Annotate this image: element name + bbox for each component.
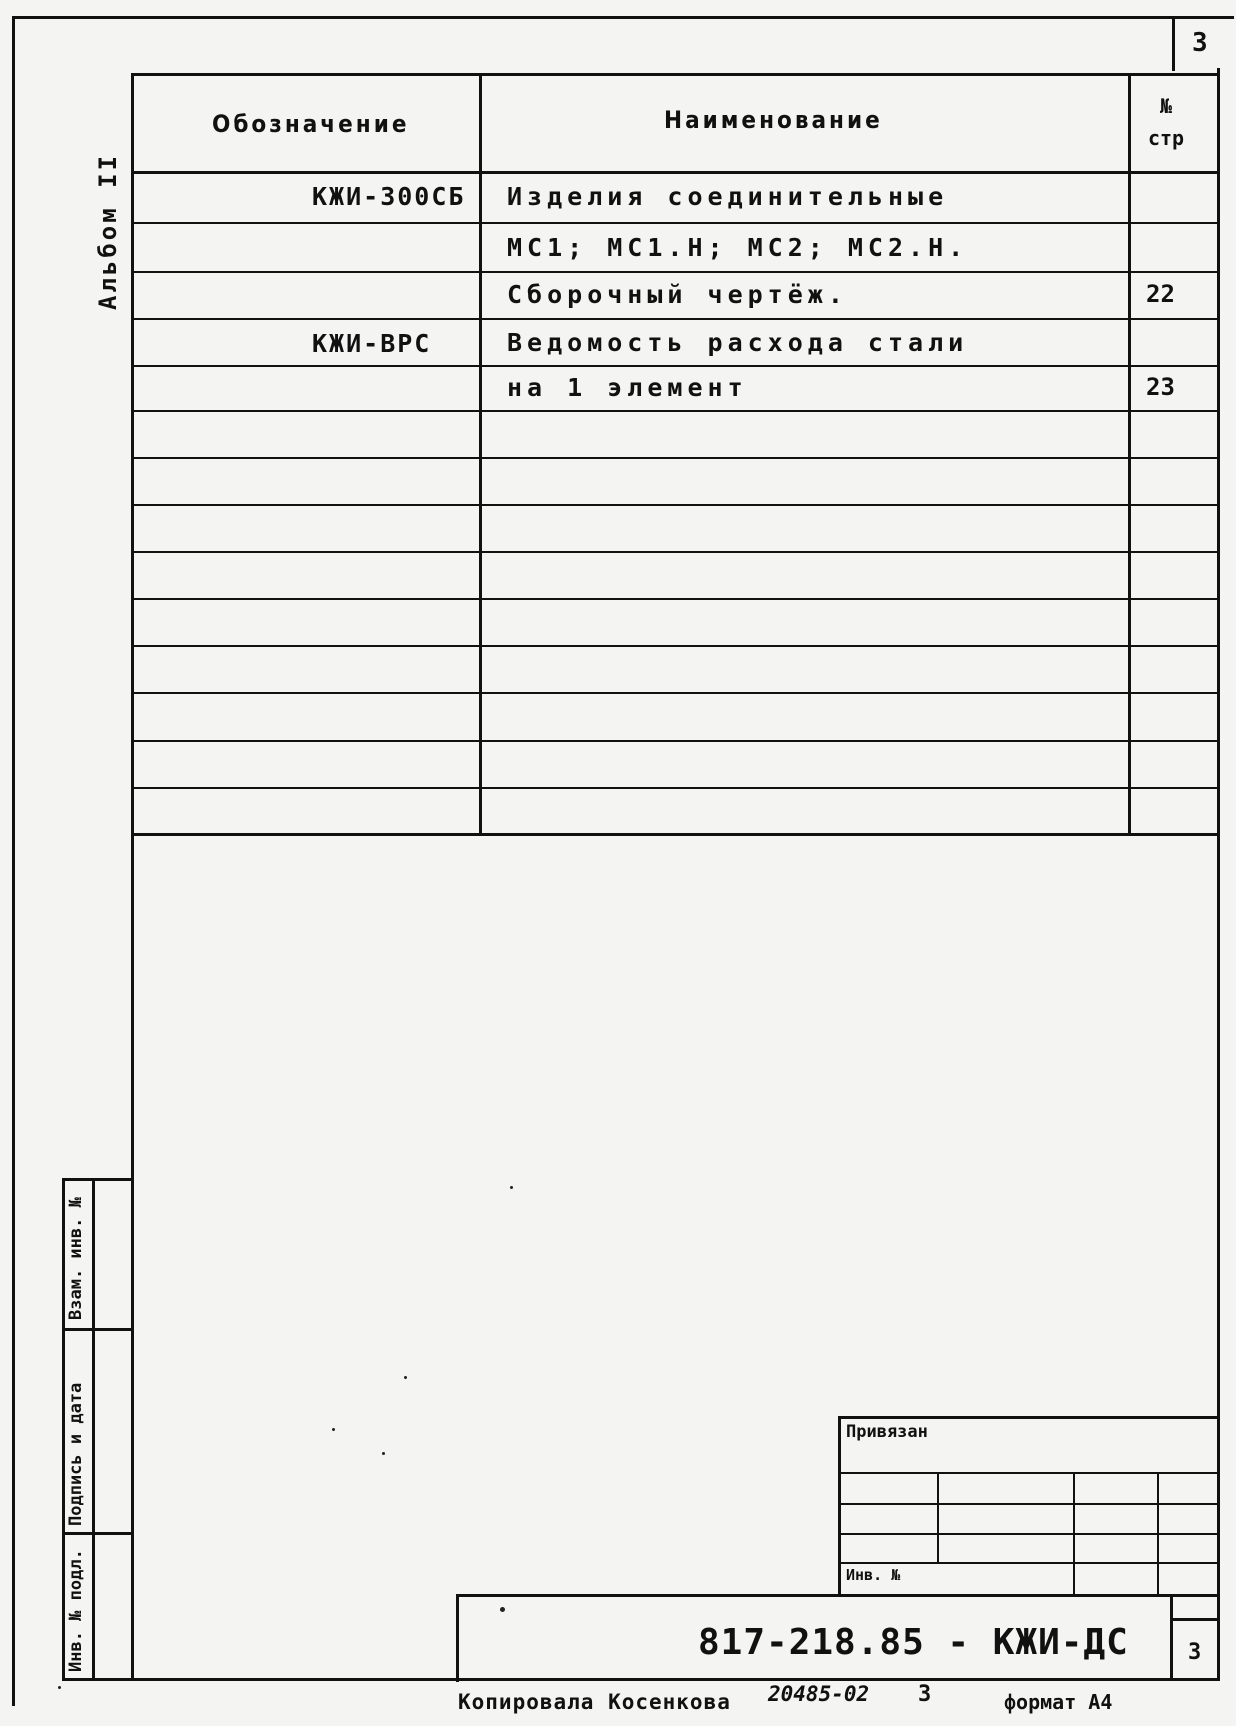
row-designation: КЖИ-300СБ [312,182,466,211]
row-line [131,740,1220,742]
title-block-sheet-div [1170,1594,1173,1680]
side-stamp-bottom [62,1678,134,1681]
binding-row [838,1503,1220,1505]
inv-label: Инв. № [846,1566,901,1584]
title-block-left [456,1594,459,1682]
scan-speck [58,1686,61,1689]
side-stamp-inv-orig: Инв. № подл. [66,1549,86,1672]
binding-row [838,1533,1220,1535]
frame-top [12,16,1234,19]
row-line [131,271,1220,273]
inner-frame-left [131,835,134,1680]
title-block-sheet-hdiv [1170,1618,1220,1621]
binding-top [838,1416,1220,1419]
side-stamp-mid [92,1178,95,1680]
binding-col [1073,1472,1075,1596]
album-label: Альбом II [94,152,122,310]
row-line [131,365,1220,367]
row-line [131,692,1220,694]
header-name: Наименование [664,106,883,134]
binding-left [838,1416,841,1596]
document-code: 817-218.85 - КЖИ-ДС [698,1622,1129,1663]
row-designation: КЖИ-ВРС [312,329,432,358]
binding-col [937,1472,939,1564]
binding-row [838,1472,1220,1474]
footer-copied: Копировала Косенкова [458,1690,731,1714]
row-name: МС1; МС1.Н; МС2; МС2.Н. [507,233,969,262]
binding-row [838,1562,1220,1564]
row-page: 23 [1146,373,1175,401]
row-line [131,504,1220,506]
header-page: № стр [1147,94,1185,150]
side-stamp-div [62,1532,134,1535]
pagebox-left [1172,16,1175,71]
table-bottom-line [131,833,1220,836]
row-line [131,551,1220,553]
row-line [131,598,1220,600]
row-line [131,457,1220,459]
scan-speck [382,1452,385,1455]
table-top-line [131,73,1220,76]
side-stamp-outer-left [62,1178,65,1680]
table-left-line [131,73,134,835]
sheet-number: 3 [1188,1640,1202,1665]
frame-right [1217,68,1220,1678]
title-block-bottom [131,1678,1220,1681]
scan-speck [404,1376,407,1379]
row-line [131,645,1220,647]
row-name: Ведомость расхода стали [507,328,969,357]
table-col2-line [1128,73,1131,835]
side-stamp-top [62,1178,134,1181]
row-name: на 1 элемент [507,373,748,402]
side-stamp-sign-date: Подпись и дата [66,1382,86,1526]
page-number: 3 [1192,28,1208,58]
row-line [131,410,1220,412]
footer-order: 20485-02 [768,1682,870,1706]
table-col1-line [479,73,482,835]
header-bottom-line [131,171,1220,174]
side-stamp-replace-inv: Взам. инв. № [66,1197,86,1320]
binding-col [1157,1472,1159,1596]
row-line [131,787,1220,789]
scan-speck [332,1428,335,1431]
row-name: Изделия соединительные [507,182,949,211]
ink-dot [500,1607,505,1612]
side-stamp-div [62,1328,134,1331]
header-designation: Обозначение [212,110,410,138]
scan-speck [510,1186,513,1189]
title-block-top [456,1594,1220,1597]
row-page: 22 [1146,280,1175,308]
binding-label: Привязан [846,1422,928,1442]
footer-page: 3 [918,1682,932,1707]
row-name: Сборочный чертёж. [507,280,848,309]
row-line [131,222,1220,224]
footer-format: формат А4 [1004,1690,1113,1714]
row-line [131,318,1220,320]
frame-left [12,16,15,1706]
